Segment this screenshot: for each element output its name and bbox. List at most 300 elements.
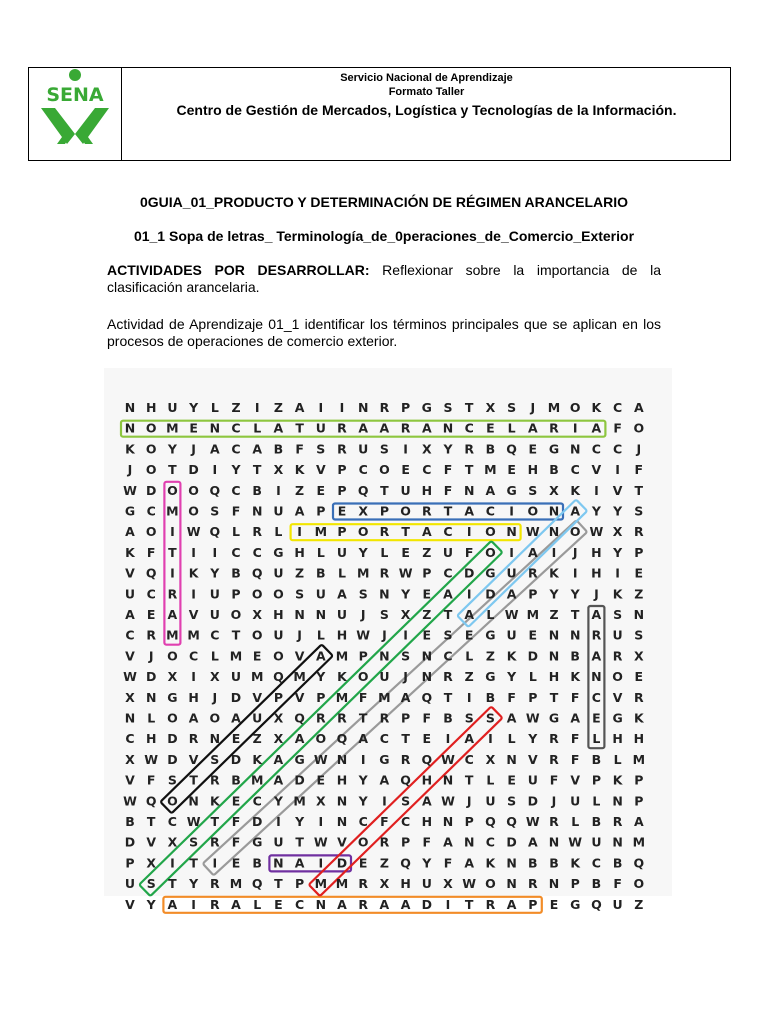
- grid-letter: A: [485, 482, 496, 498]
- grid-letter: G: [485, 669, 496, 685]
- grid-letter: O: [167, 482, 178, 498]
- grid-letter: A: [443, 834, 453, 850]
- grid-letter: T: [274, 876, 283, 892]
- grid-letter: I: [594, 482, 599, 498]
- grid-letter: L: [571, 814, 580, 829]
- grid-letter: Y: [528, 731, 538, 747]
- grid-letter: P: [231, 586, 241, 602]
- grid-letter: T: [295, 834, 304, 850]
- grid-letter: E: [316, 772, 326, 788]
- grid-letter: L: [316, 627, 325, 643]
- grid-letter: U: [506, 627, 517, 643]
- grid-letter: S: [379, 441, 389, 457]
- grid-letter: I: [466, 689, 472, 705]
- grid-letter: N: [548, 834, 560, 850]
- grid-letter: E: [231, 855, 241, 871]
- grid-letter: C: [146, 586, 156, 602]
- grid-letter: C: [379, 731, 389, 747]
- grid-letter: L: [210, 400, 219, 415]
- grid-letter: V: [527, 751, 538, 767]
- grid-letter: M: [229, 876, 243, 892]
- grid-letter: C: [401, 814, 411, 829]
- grid-letter: A: [315, 648, 326, 664]
- grid-letter: U: [336, 607, 348, 622]
- grid-letter: Z: [464, 669, 474, 685]
- grid-letter: A: [188, 710, 199, 726]
- grid-letter: C: [231, 544, 241, 560]
- grid-letter: Y: [358, 544, 368, 560]
- grid-letter: P: [316, 503, 326, 519]
- logo-text: SENA: [46, 84, 104, 106]
- grid-letter: R: [612, 648, 623, 664]
- grid-letter: F: [443, 855, 453, 871]
- grid-letter: L: [528, 669, 537, 685]
- grid-letter: R: [379, 400, 390, 415]
- grid-letter: V: [612, 482, 623, 498]
- grid-letter: I: [170, 524, 175, 540]
- grid-letter: K: [337, 669, 347, 685]
- grid-letter: K: [125, 544, 135, 560]
- grid-letter: U: [167, 400, 178, 415]
- grid-letter: P: [634, 544, 644, 560]
- grid-letter: I: [276, 482, 281, 498]
- grid-letter: E: [464, 627, 474, 643]
- grid-letter: C: [485, 503, 495, 519]
- grid-letter: F: [295, 441, 304, 457]
- grid-letter: M: [314, 876, 328, 892]
- grid-letter: A: [570, 710, 581, 726]
- grid-letter: R: [464, 441, 475, 457]
- grid-letter: N: [506, 855, 517, 871]
- grid-letter: T: [464, 896, 474, 912]
- grid-letter: N: [188, 793, 199, 809]
- grid-letter: A: [294, 855, 305, 871]
- grid-letter: Q: [209, 482, 221, 498]
- grid-letter: M: [187, 627, 200, 643]
- grid-letter: N: [548, 503, 560, 519]
- grid-letter: I: [254, 400, 260, 415]
- sena-logo-icon: [35, 68, 115, 158]
- grid-letter: Y: [273, 793, 283, 809]
- grid-letter: L: [592, 793, 601, 809]
- grid-letter: R: [612, 814, 623, 829]
- grid-letter: T: [464, 772, 474, 788]
- grid-letter: J: [636, 441, 642, 457]
- grid-letter: Y: [422, 855, 432, 871]
- grid-letter: D: [167, 731, 178, 747]
- grid-letter: F: [570, 731, 580, 747]
- grid-letter: N: [124, 400, 136, 415]
- grid-letter: P: [316, 689, 326, 705]
- grid-letter: Z: [231, 400, 241, 415]
- grid-letter: U: [273, 834, 284, 850]
- grid-letter: R: [633, 524, 644, 540]
- grid-letter: P: [528, 896, 538, 912]
- grid-letter: N: [336, 814, 348, 829]
- grid-letter: R: [485, 896, 496, 912]
- grid-letter: W: [525, 524, 540, 540]
- grid-letter: S: [464, 710, 474, 726]
- grid-letter: X: [358, 503, 369, 519]
- grid-letter: H: [145, 400, 157, 415]
- grid-letter: O: [612, 669, 623, 685]
- grid-letter: J: [212, 689, 218, 705]
- grid-letter: E: [401, 544, 410, 560]
- grid-letter: I: [318, 400, 324, 415]
- grid-letter: I: [297, 524, 302, 540]
- grid-letter: S: [443, 400, 453, 415]
- grid-letter: I: [339, 400, 345, 415]
- grid-letter: R: [379, 834, 390, 850]
- grid-letter: Y: [316, 669, 326, 685]
- grid-letter: D: [124, 834, 136, 850]
- grid-letter: K: [294, 462, 305, 478]
- grid-letter: I: [360, 751, 366, 767]
- grid-letter: A: [591, 648, 602, 664]
- grid-letter: F: [570, 689, 580, 705]
- grid-letter: G: [548, 710, 560, 726]
- grid-letter: R: [358, 876, 369, 892]
- grid-letter: O: [357, 834, 369, 850]
- grid-letter: O: [485, 544, 496, 560]
- grid-letter: A: [167, 607, 178, 622]
- highlight-9: [160, 644, 332, 813]
- grid-letter: G: [421, 400, 432, 415]
- grid-letter: W: [568, 834, 583, 850]
- grid-letter: Q: [209, 524, 221, 540]
- grid-letter: F: [146, 772, 156, 788]
- grid-letter: B: [252, 482, 262, 498]
- grid-letter: C: [464, 420, 474, 436]
- grid-letter: J: [466, 793, 472, 809]
- grid-letter: S: [189, 834, 199, 850]
- grid-letter: J: [297, 627, 302, 643]
- grid-letter: U: [570, 793, 581, 809]
- grid-letter: I: [212, 544, 218, 560]
- grid-letter: O: [167, 793, 178, 809]
- grid-letter: Q: [336, 731, 348, 747]
- grid-letter: I: [445, 896, 451, 912]
- grid-letter: T: [401, 524, 410, 540]
- grid-letter: B: [528, 855, 538, 871]
- grid-letter: T: [252, 462, 262, 478]
- grid-letter: A: [421, 793, 432, 809]
- grid-letter: A: [633, 814, 644, 829]
- grid-letter: N: [506, 524, 517, 540]
- grid-letter: D: [252, 814, 263, 829]
- grid-letter: K: [188, 565, 199, 581]
- grid-letter: P: [358, 648, 368, 664]
- grid-letter: F: [443, 482, 453, 498]
- grid-letter: E: [274, 896, 283, 912]
- grid-letter: O: [145, 462, 157, 478]
- grid-letter: V: [612, 689, 623, 705]
- grid-letter: H: [336, 627, 348, 643]
- grid-letter: R: [379, 565, 390, 581]
- grid-letter: O: [315, 731, 327, 747]
- grid-letter: J: [382, 627, 387, 643]
- grid-letter: I: [488, 731, 493, 747]
- grid-letter: Y: [358, 772, 368, 788]
- grid-letter: N: [336, 751, 348, 767]
- grid-letter: M: [314, 524, 328, 540]
- grid-letter: J: [403, 669, 408, 685]
- grid-letter: V: [591, 462, 602, 478]
- org-name: Servicio Nacional de Aprendizaje: [340, 72, 513, 84]
- grid-letter: R: [591, 627, 602, 643]
- grid-letter: A: [464, 503, 475, 519]
- grid-letter: N: [251, 503, 263, 519]
- grid-letter: O: [357, 524, 369, 540]
- grid-letter: C: [125, 627, 135, 643]
- grid-letter: X: [273, 710, 284, 726]
- grid-letter: L: [147, 710, 156, 726]
- grid-letter: D: [485, 586, 496, 602]
- grid-letter: S: [167, 772, 177, 788]
- grid-letter: E: [422, 586, 432, 602]
- grid-letter: A: [337, 586, 347, 602]
- activities-label: ACTIVIDADES POR DESARROLLAR:: [107, 262, 370, 278]
- grid-letter: F: [146, 544, 156, 560]
- grid-letter: U: [315, 586, 326, 602]
- grid-letter: X: [443, 876, 453, 892]
- grid-letter: R: [209, 834, 220, 850]
- grid-letter: T: [168, 544, 177, 560]
- grid-letter: C: [358, 462, 368, 478]
- grid-letter: T: [443, 503, 453, 519]
- grid-letter: N: [633, 607, 645, 622]
- grid-letter: U: [315, 420, 326, 436]
- grid-letter: G: [273, 544, 284, 560]
- grid-letter: B: [443, 710, 453, 726]
- grid-letter: A: [443, 586, 453, 602]
- word-search-svg: [104, 368, 672, 912]
- grid-letter: R: [337, 420, 347, 436]
- grid-letter: T: [168, 462, 177, 478]
- grid-letter: K: [549, 565, 559, 581]
- grid-letter: C: [125, 731, 135, 747]
- grid-letter: O: [569, 524, 581, 540]
- grid-letter: Y: [570, 586, 580, 602]
- grid-letter: H: [591, 544, 602, 560]
- grid-letter: W: [398, 565, 413, 581]
- grid-letter: R: [146, 627, 157, 643]
- grid-letter: I: [403, 627, 408, 643]
- grid-letter: N: [548, 876, 560, 892]
- grid-letter: P: [337, 482, 347, 498]
- grid-letter: B: [485, 689, 496, 705]
- grid-letter: C: [295, 896, 305, 912]
- grid-letter: Y: [189, 400, 199, 415]
- grid-letter: X: [167, 669, 178, 685]
- grid-letter: H: [273, 607, 284, 622]
- grid-letter: A: [273, 751, 284, 767]
- grid-letter: W: [525, 710, 540, 726]
- grid-letter: O: [230, 607, 242, 622]
- grid-letter: T: [210, 814, 220, 829]
- grid-letter: B: [316, 565, 326, 581]
- grid-letter: W: [504, 607, 519, 622]
- grid-letter: D: [188, 462, 199, 478]
- grid-letter: I: [445, 731, 451, 747]
- grid-letter: P: [528, 689, 538, 705]
- grid-letter: L: [486, 772, 495, 788]
- grid-letter: K: [612, 586, 623, 602]
- grid-letter: K: [570, 482, 581, 498]
- grid-letter: A: [400, 689, 411, 705]
- grid-letter: N: [463, 834, 475, 850]
- grid-letter: Y: [443, 441, 453, 457]
- grid-letter: F: [231, 814, 241, 829]
- grid-letter: H: [336, 772, 348, 788]
- grid-letter: N: [315, 896, 327, 912]
- grid-letter: C: [146, 503, 156, 519]
- grid-letter: K: [506, 648, 517, 664]
- grid-letter: L: [465, 648, 474, 664]
- grid-letter: P: [401, 400, 411, 415]
- grid-letter: T: [231, 627, 241, 643]
- grid-letter: W: [462, 876, 477, 892]
- grid-letter: U: [400, 482, 411, 498]
- grid-letter: Q: [273, 669, 284, 685]
- grid-letter: N: [209, 420, 221, 436]
- header-text: [123, 68, 730, 120]
- grid-letter: I: [509, 503, 514, 519]
- grid-letter: N: [357, 400, 369, 415]
- grid-letter: N: [442, 814, 454, 829]
- grid-letter: U: [209, 586, 220, 602]
- grid-letter: V: [125, 648, 135, 664]
- grid-letter: Z: [422, 544, 432, 560]
- grid-letter: P: [401, 710, 411, 726]
- grid-letter: M: [166, 420, 179, 436]
- grid-letter: S: [634, 627, 644, 643]
- grid-letter: Q: [145, 565, 157, 581]
- grid-letter: L: [253, 420, 262, 436]
- grid-letter: D: [167, 751, 178, 767]
- grid-letter: E: [401, 462, 410, 478]
- grid-letter: V: [252, 689, 263, 705]
- grid-letter: E: [634, 565, 644, 581]
- grid-letter: M: [335, 876, 349, 892]
- grid-letter: Y: [401, 586, 411, 602]
- grid-letter: E: [634, 669, 644, 685]
- grid-letter: O: [485, 524, 496, 540]
- grid-letter: O: [633, 420, 645, 436]
- grid-letter: A: [464, 855, 475, 871]
- grid-letter: F: [443, 462, 453, 478]
- grid-letter: R: [252, 524, 263, 540]
- grid-letter: L: [380, 544, 389, 560]
- grid-letter: O: [251, 586, 263, 602]
- grid-letter: M: [356, 565, 370, 581]
- grid-letter: D: [146, 482, 157, 498]
- grid-letter: X: [485, 400, 496, 415]
- grid-letter: M: [250, 669, 264, 685]
- grid-letter: J: [148, 648, 154, 664]
- grid-letter: C: [613, 441, 623, 457]
- grid-letter: U: [124, 876, 136, 892]
- grid-letter: U: [506, 565, 517, 581]
- grid-letter: R: [379, 524, 390, 540]
- grid-letter: U: [379, 669, 390, 685]
- grid-letter: X: [125, 689, 135, 705]
- grid-letter: R: [549, 420, 559, 436]
- grid-letter: K: [612, 772, 623, 788]
- grid-letter: Q: [357, 482, 369, 498]
- grid-letter: G: [485, 565, 496, 581]
- grid-letter: R: [549, 751, 559, 767]
- grid-letter: E: [358, 855, 368, 871]
- grid-letter: I: [170, 855, 175, 871]
- grid-letter: Z: [485, 648, 495, 664]
- grid-letter: P: [464, 814, 474, 829]
- grid-letter: G: [167, 689, 178, 705]
- grid-letter: X: [209, 669, 220, 685]
- grid-letter: R: [527, 876, 538, 892]
- grid-letter: P: [422, 565, 432, 581]
- grid-letter: N: [569, 627, 581, 643]
- grid-letter: C: [464, 751, 474, 767]
- grid-letter: G: [548, 441, 560, 457]
- grid-letter: V: [188, 751, 199, 767]
- grid-letter: I: [191, 896, 196, 912]
- grid-letter: N: [506, 751, 517, 767]
- grid-letter: X: [633, 648, 644, 664]
- grid-letter: K: [209, 793, 220, 809]
- grid-letter: Z: [379, 855, 389, 871]
- grid-letter: L: [210, 648, 219, 664]
- grid-letter: C: [591, 855, 601, 871]
- grid-letter: X: [485, 751, 496, 767]
- grid-letter: D: [421, 896, 432, 912]
- activities-text: Reflexionar sobre la importancia de la clasificación arancelaria.: [107, 262, 661, 295]
- grid-letter: F: [358, 689, 368, 705]
- grid-letter: U: [358, 441, 369, 457]
- grid-letter: Q: [506, 814, 517, 829]
- grid-letter: N: [336, 793, 348, 809]
- grid-letter: X: [549, 482, 559, 498]
- grid-letter: N: [506, 876, 517, 892]
- grid-letter: O: [145, 420, 157, 436]
- grid-letter: C: [252, 793, 262, 809]
- grid-letter: N: [612, 793, 623, 809]
- grid-letter: A: [273, 420, 284, 436]
- grid-letter: T: [189, 855, 198, 871]
- grid-letter: N: [315, 607, 327, 622]
- grid-letter: A: [358, 731, 369, 747]
- grid-letter: I: [551, 544, 557, 560]
- grid-letter: V: [125, 896, 135, 912]
- grid-letter: S: [295, 586, 305, 602]
- grid-letter: W: [123, 793, 137, 809]
- grid-letter: O: [569, 400, 581, 415]
- grid-letter: F: [231, 834, 241, 850]
- grid-letter: A: [294, 400, 305, 415]
- grid-letter: R: [527, 565, 538, 581]
- grid-letter: N: [569, 441, 581, 457]
- grid-letter: X: [252, 607, 263, 622]
- grid-letter: P: [634, 772, 644, 788]
- grid-letter: U: [442, 544, 454, 560]
- grid-letter: W: [589, 524, 604, 540]
- grid-letter: C: [591, 441, 601, 457]
- grid-letter: E: [507, 462, 516, 478]
- grid-letter: C: [167, 814, 177, 829]
- grid-letter: T: [358, 710, 368, 726]
- grid-letter: C: [210, 627, 220, 643]
- grid-letter: A: [527, 544, 538, 560]
